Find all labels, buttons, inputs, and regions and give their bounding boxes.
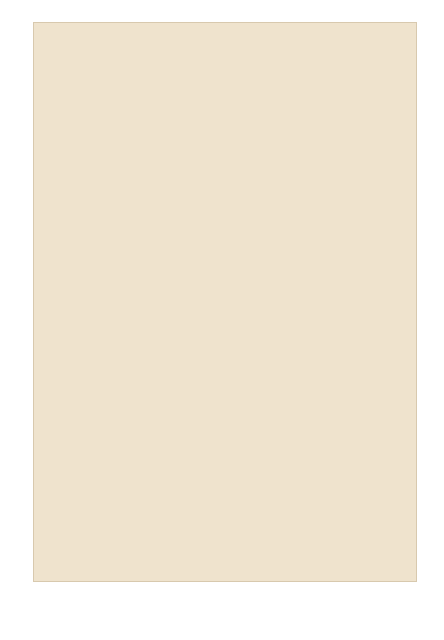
decorative-wave-rule: [121, 126, 389, 134]
book-page: [33, 22, 417, 582]
